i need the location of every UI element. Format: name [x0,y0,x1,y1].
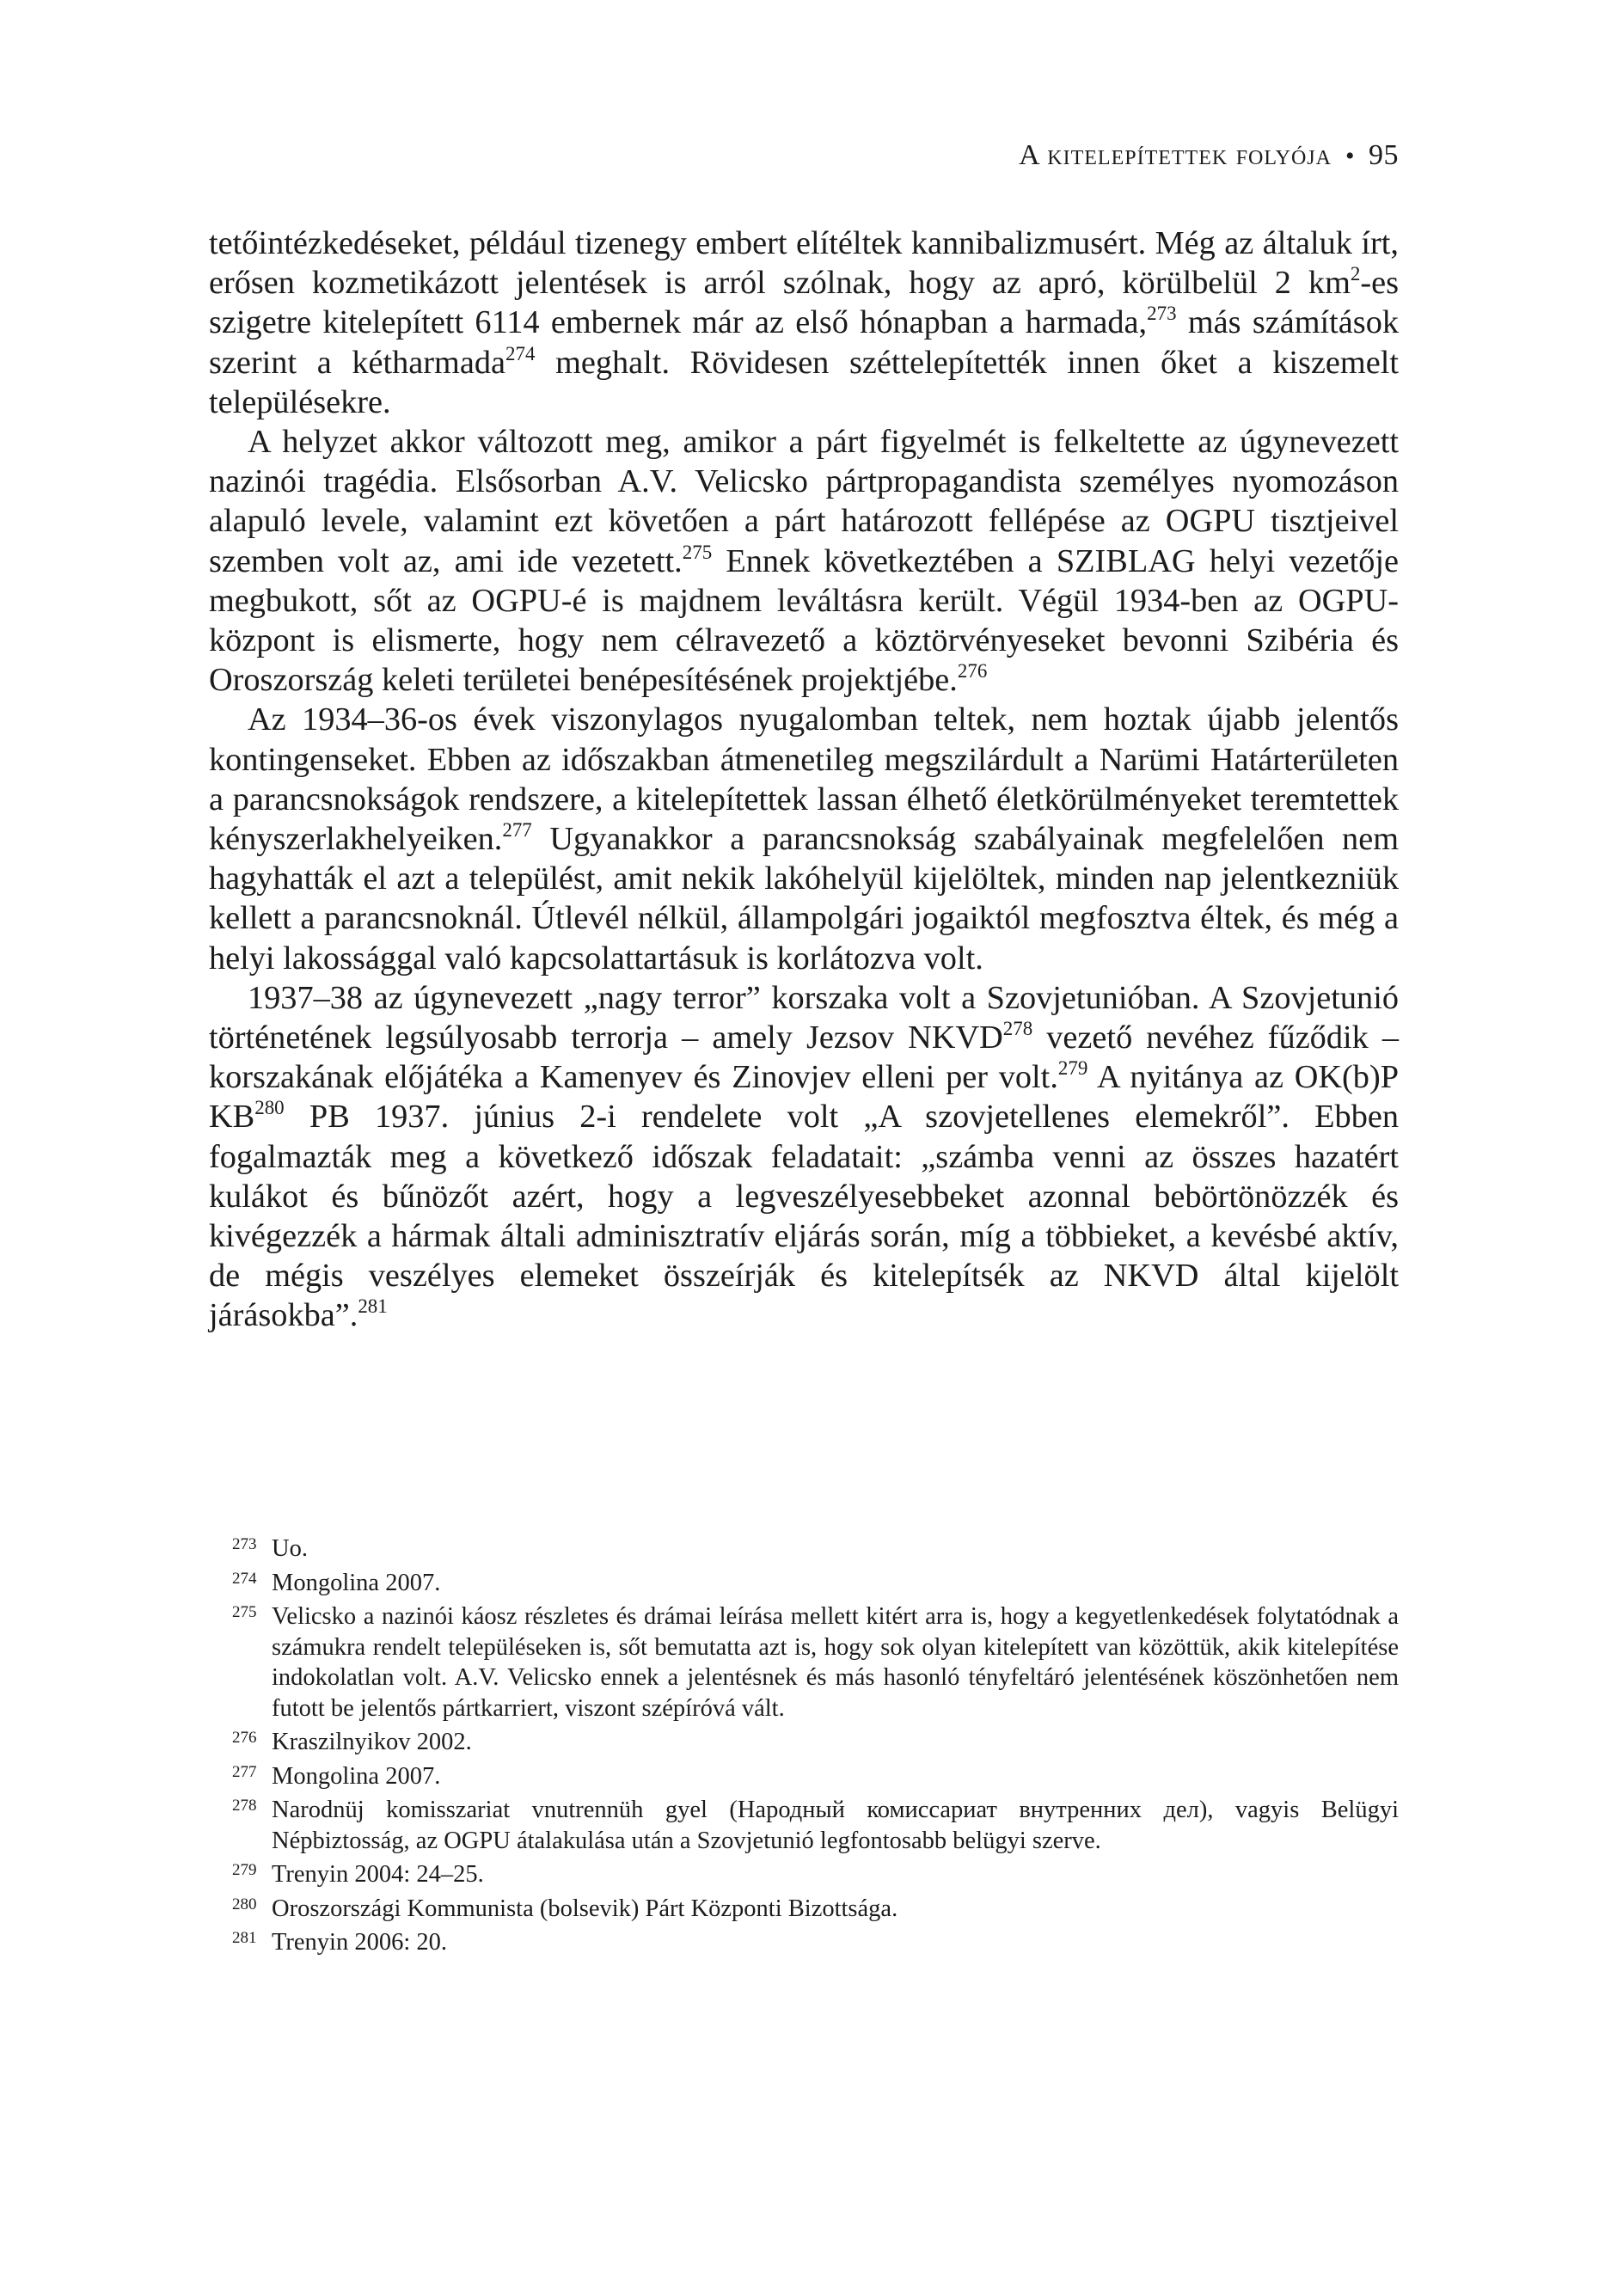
footnote-number: 273 [232,1535,257,1553]
footnote [209,1727,1399,1758]
footnote-ref: 277 [502,819,532,842]
footnote [209,1894,1399,1925]
footnote-text: Uo. [272,1535,308,1562]
footnote-text: Kraszilnyikov 2002. [272,1729,472,1755]
footnote-number: 281 [232,1929,257,1947]
body-paragraph [209,422,1399,700]
footnote-ref: 281 [358,1295,388,1318]
paragraph-text: Ugyanakkor a parancsnokság szabályainak megfelelően nem hagyhatták el azt a települést, amit nekik lakóhelyül kijelöltek, minden nap jelentkezniük kellett a parancsnoknál. Útlevél nélkül, állampolgári jogaiktól megfosztva éltek, és még a helyi lakossággal való kapcsolattartásuk is korlátozva volt. [209,821,1399,977]
body-paragraph [209,700,1399,977]
footnote [209,1859,1399,1890]
body-text [209,223,1399,1336]
body-paragraph [209,223,1399,422]
footnote-text: Mongolina 2007. [272,1569,441,1596]
footnote-number: 274 [232,1569,257,1588]
footnote-text: Narodnüj komisszariat vnutrennüh gyel (Народный комиссариат внутренних дел), vagyis Belügyi Népbiztosság, az OGPU átalakulása után a Szovjetunió legfontosabb belügyi szerve. [272,1797,1399,1854]
footnote-number: 276 [232,1729,257,1747]
footnote-ref: 273 [1147,303,1177,325]
body-paragraph [209,978,1399,1336]
running-head [1019,139,1399,172]
paragraph-text: A helyzet akkor változott meg, amikor a párt figyelmét is felkeltette az úgynevezett nazinói tragédia. Elsősorban A.V. Velicsko pártpropagandista személyes nyomozáson alapuló levele, valamint ezt követően a párt határozott fellépése az OGPU tisztjeivel szemben volt az, ami ide vezetett. [209,424,1399,579]
paragraph-text: más számítások szerint a kétharmada [209,304,1399,381]
footnote [209,1534,1399,1564]
footnote-number: 279 [232,1861,257,1879]
running-head-title: A kitelepítettek folyója [1019,139,1332,171]
footnotes [209,1534,1399,1962]
footnote-number: 277 [232,1762,257,1781]
paragraph-text: 1937–38 az úgynevezett „nagy terror” korszaka volt a Szovjetunióban. A Szovjetunió történetének legsúlyosabb terrorja – amely Jezsov NKVD [209,979,1399,1056]
footnote-text: Velicsko a nazinói káosz részletes és drámai leírása mellett kitért arra is, hogy a kegyetlenkedések folytatódnak a számukra rendelt településeken is, sőt bemutatta azt is, hogy sok olyan kitelepített van közöttük, akik kitelepítése indokolatlan volt. A.V. Velicsko ennek a jelentésnek és más hasonló tényfeltáró jelentésének köszönhetően nem futott be jelentős pártkarriert, viszont szépíróvá vált. [272,1603,1399,1722]
paragraph-text: tetőintézkedéseket, például tizenegy embert elítéltek kannibalizmusért. Még az általuk írt, erősen kozmetikázott jelentések is arról szólnak, hogy az apró, körülbelül 2 km [209,225,1399,302]
running-head-bullet: • [1345,142,1355,170]
page-number: 95 [1369,139,1399,171]
footnote-number: 280 [232,1895,257,1913]
footnote-ref: 275 [682,541,713,563]
footnote-ref: 276 [957,660,988,683]
paragraph-text: PB 1937. június 2-i rendelete volt „A szovjetellenes elemekről”. Ebben fogalmazták meg a következő időszak feladatait: „számba venni az összes hazatért kulákot és bűnözőt azért, hogy a legveszélyesebbeket azonnal bebörtönözzék és kivégezzék a hármak általi adminisztratív eljárás során, míg a többieket, a kevésbé aktív, de mégis veszélyes elemeket összeírják és kitelepítsék az NKVD által kijelölt járásokba”. [209,1099,1399,1334]
footnote-ref: 280 [254,1097,285,1119]
paragraph-text: Az 1934–36-os évek viszonylagos nyugalomban teltek, nem hoztak újabb jelentős kontingenseket. Ebben az időszakban átmenetileg megszilárdult a Narümi Határterületen a parancsnokságok rendszere, a kitelepítettek lassan élhető életkörülményeket teremtettek kényszerlakhelyeiken. [209,701,1399,858]
paragraph-text: vezető nevéhez fűződik – korszakának előjátéka a Kamenyev és Zinovjev elleni per volt. [209,1019,1399,1096]
footnote-number: 278 [232,1797,257,1815]
paragraph-text: meghalt. Rövidesen széttelepítették innen őket a kiszemelt településekre. [209,344,1399,420]
paragraph-text: A nyitánya az OK(b)P KB [209,1059,1399,1136]
footnote-ref: 279 [1057,1057,1088,1080]
paragraph-text: Ennek következtében a SZIBLAG helyi vezetője megbukott, sőt az OGPU-é is majdnem leváltásra került. Végül 1934-ben az OGPU-központ is elismerte, hogy nem célravezető a köztörvényeseket bevonni Szibéria és Oroszország keleti területei benépesítésének projektjébe. [209,542,1399,699]
footnote-ref: 2 [1350,263,1361,285]
footnote [209,1568,1399,1599]
footnote [209,1927,1399,1958]
footnote [209,1761,1399,1792]
paragraph-text: -es szigetre kitelepített 6114 embernek már az első hónapban a harmada, [209,265,1399,341]
footnote-ref: 274 [505,342,536,364]
footnote [209,1795,1399,1856]
footnote-text: Mongolina 2007. [272,1762,441,1790]
footnote-text: Trenyin 2006: 20. [272,1929,448,1956]
footnote-ref: 278 [1002,1018,1033,1040]
footnote [209,1601,1399,1724]
footnote-number: 275 [232,1603,257,1621]
footnote-text: Oroszországi Kommunista (bolsevik) Párt Központi Bizottsága. [272,1895,898,1922]
footnote-text: Trenyin 2004: 24–25. [272,1861,484,1888]
